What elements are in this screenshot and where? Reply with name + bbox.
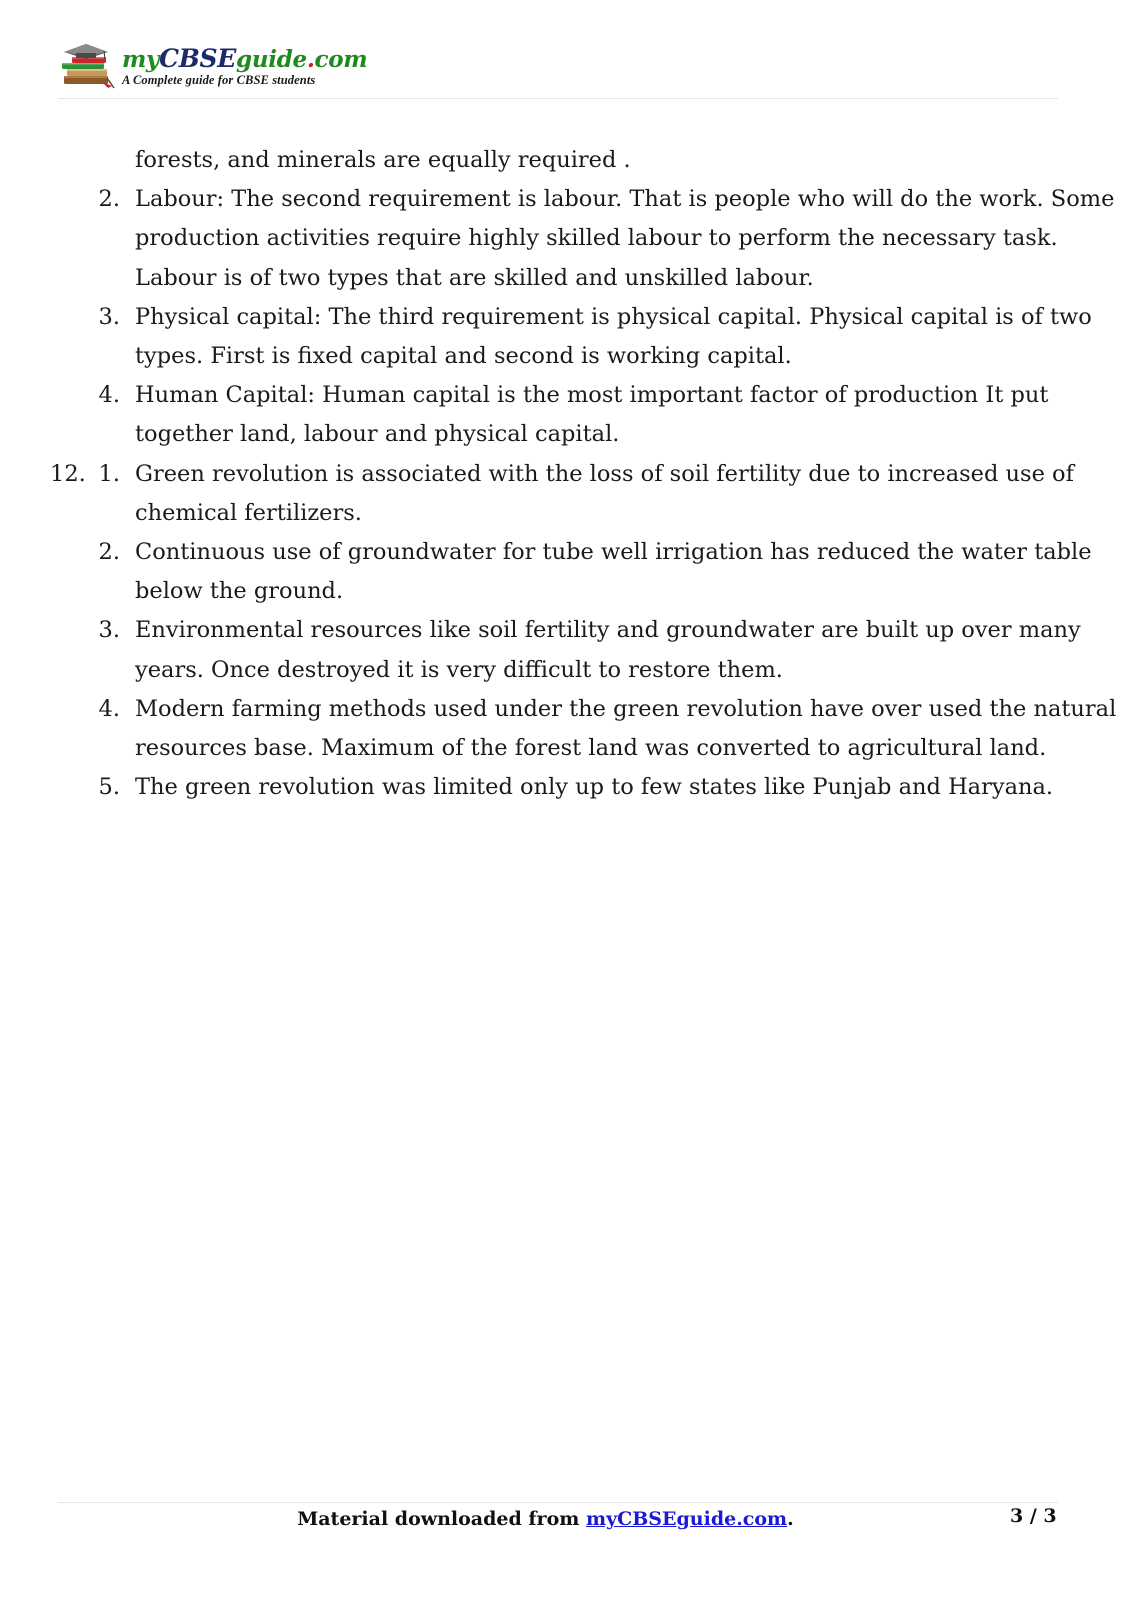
list-item-text: years. Once destroyed it is very difficult to restore them.: [135, 656, 783, 683]
list-item-text: resources base. Maximum of the forest land was converted to agricultural land.: [135, 735, 1047, 761]
footer-suffix: .: [787, 1508, 794, 1530]
list-item-text: The green revolution was limited only up to few states like Punjab and Haryana.: [135, 774, 1054, 801]
list-item-text: Labour: The second requirement is labour. That is people who will do the work. Some: [135, 186, 1115, 213]
list-item-line: [0, 610, 1131, 650]
list-item-text: Green revolution is associated with the loss of soil fertility due to increased use of: [135, 460, 1074, 487]
list-item-text: Human Capital: Human capital is the most important factor of production It put: [135, 382, 1049, 409]
list-item-text: together land, labour and physical capital.: [135, 421, 620, 448]
footer-prefix: Material downloaded from: [297, 1508, 586, 1530]
list-item-text: chemical fertilizers.: [135, 499, 362, 526]
list-item-text: Environmental resources like soil fertility and groundwater are built up over many: [135, 617, 1081, 644]
list-item-text: Labour is of two types that are skilled and unskilled labour.: [135, 264, 814, 291]
list-item-line: [0, 767, 1131, 807]
list-item-line: [0, 258, 1131, 298]
list-item-line: [0, 218, 1131, 258]
list-item-line: [0, 414, 1131, 454]
list-item-text: forests, and minerals are equally required .: [135, 147, 631, 173]
list-item-text: production activities require highly skilled labour to perform the necessary task.: [135, 225, 1058, 252]
list-item-line: [0, 571, 1131, 611]
list-item-text: Continuous use of groundwater for tube well irrigation has reduced the water table: [135, 539, 1092, 565]
footer-attribution: [0, 1508, 1131, 1530]
list-item-line: [0, 493, 1131, 533]
list-item-line: [0, 140, 1131, 180]
list-item-number: 2.: [98, 186, 120, 213]
list-item-line: [0, 297, 1131, 337]
footer-site-link[interactable]: myCBSEguide.com: [585, 1508, 788, 1530]
logo-tagline: A Complete guide for CBSE students: [122, 72, 316, 87]
list-item-line: [0, 336, 1131, 376]
list-item-line: [0, 532, 1131, 572]
question-number: 12.: [50, 460, 86, 487]
list-item-text: types. First is fixed capital and second is working capital.: [135, 343, 792, 369]
list-item-number: 2.: [98, 539, 120, 565]
list-item-number: 4.: [98, 695, 120, 722]
list-item-line: [0, 728, 1131, 768]
list-item-line: [0, 179, 1131, 219]
page-number: 3 / 3: [1010, 1505, 1057, 1527]
list-item-text: Physical capital: The third requirement is physical capital. Physical capital is of two: [135, 303, 1092, 330]
books-graduation-cap-icon: [58, 42, 120, 90]
list-item-line: [0, 454, 1131, 494]
list-item-number: 3.: [98, 303, 120, 330]
list-item-number: 4.: [98, 382, 120, 409]
list-item-text: Modern farming methods used under the green revolution have over used the natural: [135, 695, 1117, 722]
header-divider: [58, 98, 1058, 99]
list-item-line: [0, 375, 1131, 415]
page-header: [58, 40, 1058, 98]
list-item-text: below the ground.: [135, 578, 344, 605]
list-item-number: 5.: [98, 774, 120, 801]
list-item-number: 3.: [98, 617, 120, 644]
list-item-line: [0, 650, 1131, 690]
site-logo: [58, 42, 367, 90]
list-item-line: [0, 689, 1131, 729]
list-item-number: 1.: [98, 460, 120, 487]
logo-title: myCBSEguide.com: [122, 43, 368, 73]
footer-divider: [58, 1502, 1058, 1503]
